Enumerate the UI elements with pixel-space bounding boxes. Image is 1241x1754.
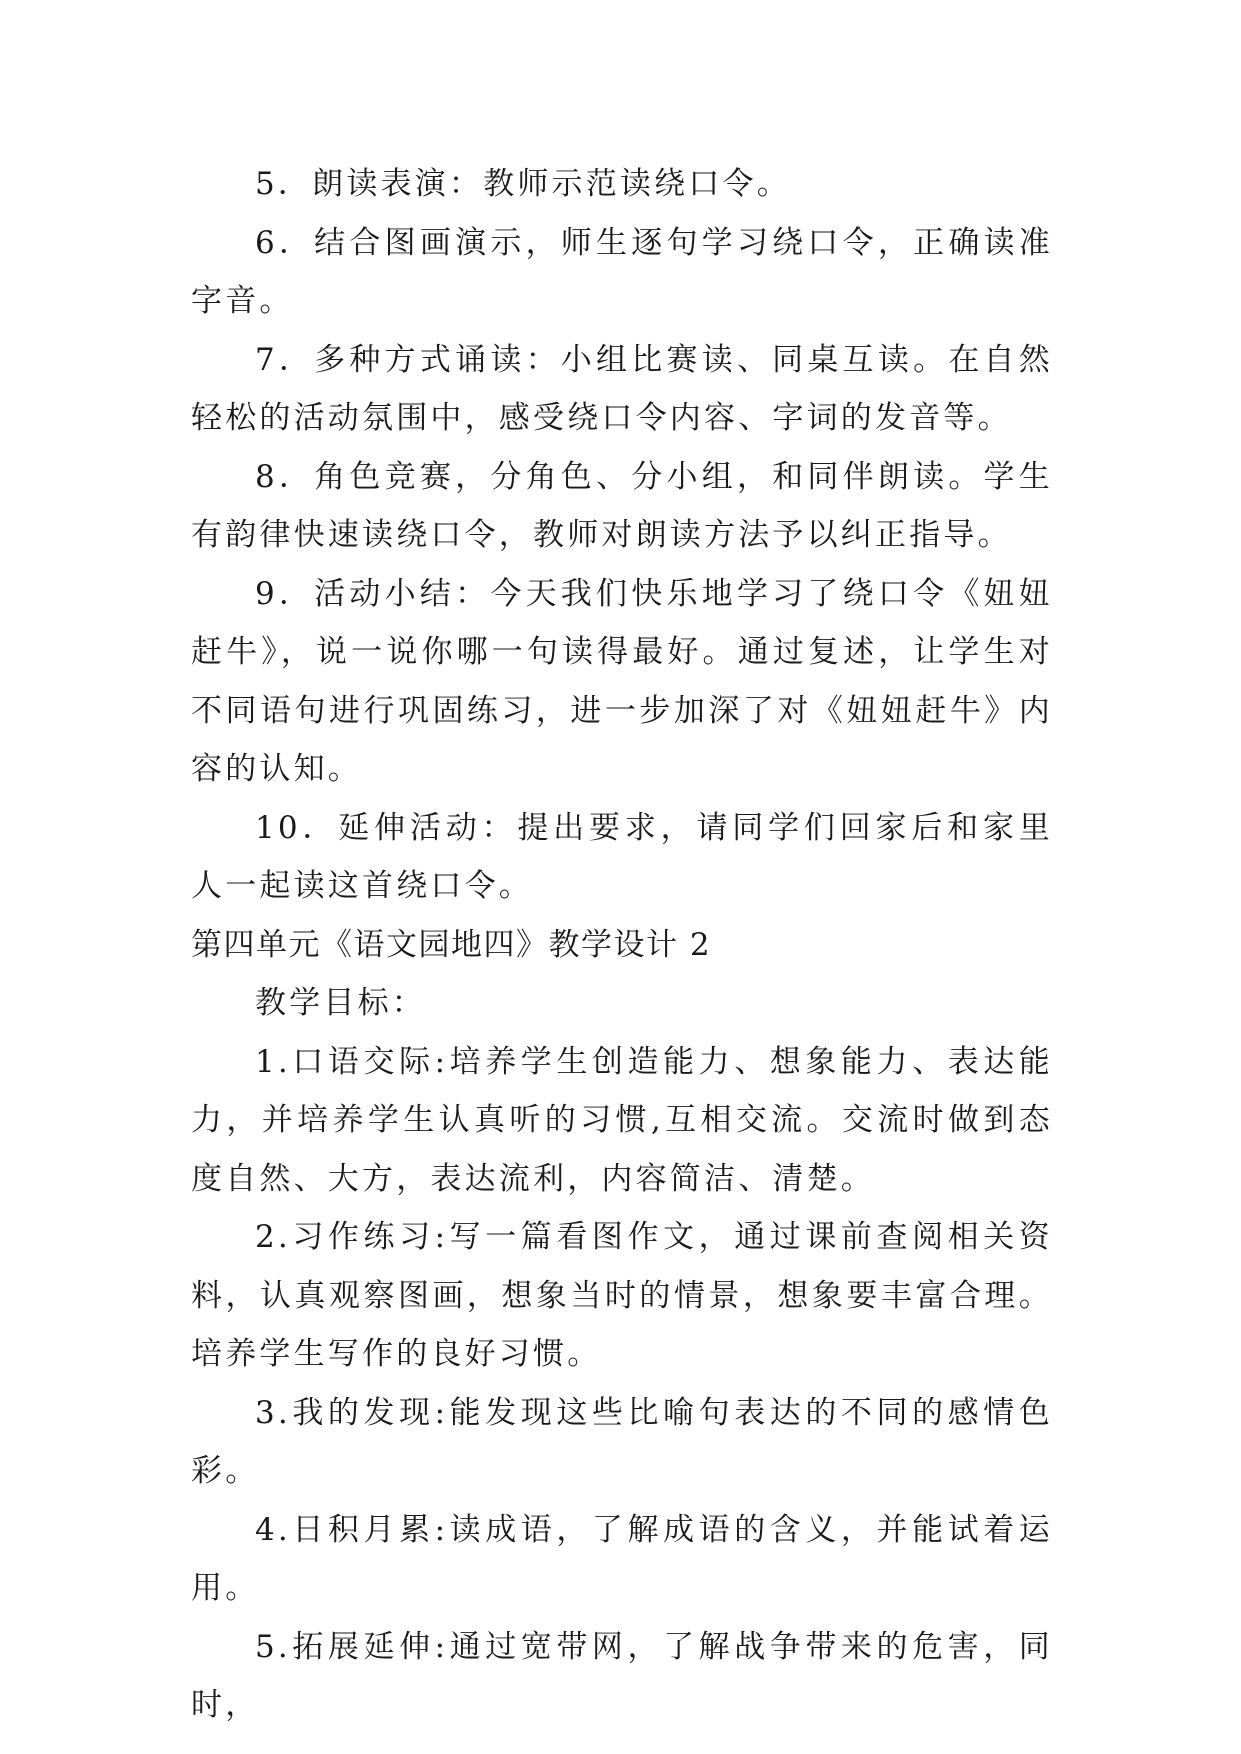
goal-daily-accumulation: 4.日积月累:读成语，了解成语的含义，并能试着运用。 [191,1511,1053,1606]
paragraph-step-9: 9．活动小结：今天我们快乐地学习了绕口令《妞妞赶牛》，说一说你哪一句读得最好。通过复述，让学生对不同语句进行巩固练习，进一步加深了对《妞妞赶牛》内容的认知。 [191,575,1053,787]
paragraph-step-8: 8．角色竞赛，分角色、分小组，和同伴朗读。学生有韵律快速读绕口令，教师对朗读方法予以纠正指导。 [191,458,1053,553]
goal-my-discovery: 3.我的发现:能发现这些比喻句表达的不同的感情色彩。 [191,1394,1053,1489]
goal-oral-communication: 1.口语交际:培养学生创造能力、想象能力、表达能力，并培养学生认真听的习惯,互相交流。交流时做到态度自然、大方，表达流利，内容简洁、清楚。 [191,1043,1053,1197]
paragraph-step-7: 7．多种方式诵读：小组比赛读、同桌互读。在自然轻松的活动氛围中，感受绕口令内容、字词的发音等。 [191,341,1053,436]
paragraph-step-10: 10．延伸活动：提出要求，请同学们回家后和家里人一起读这首绕口令。 [191,809,1053,904]
document-body [191,155,1053,1735]
goal-writing-practice: 2.习作练习:写一篇看图作文，通过课前查阅相关资料，认真观察图画，想象当时的情景，想象要丰富合理。培养学生写作的良好习惯。 [191,1219,1053,1372]
section-title: 第四单元《语文园地四》教学设计 2 [191,926,712,963]
goal-extension: 5.拓展延伸:通过宽带网，了解战争带来的危害，同时， [191,1628,1053,1723]
section-subtitle: 教学目标： [255,985,426,1021]
paragraph-step-5: 5．朗读表演：教师示范读绕口令。 [255,166,791,202]
paragraph-step-6: 6．结合图画演示，师生逐句学习绕口令，正确读准字音。 [191,224,1053,319]
